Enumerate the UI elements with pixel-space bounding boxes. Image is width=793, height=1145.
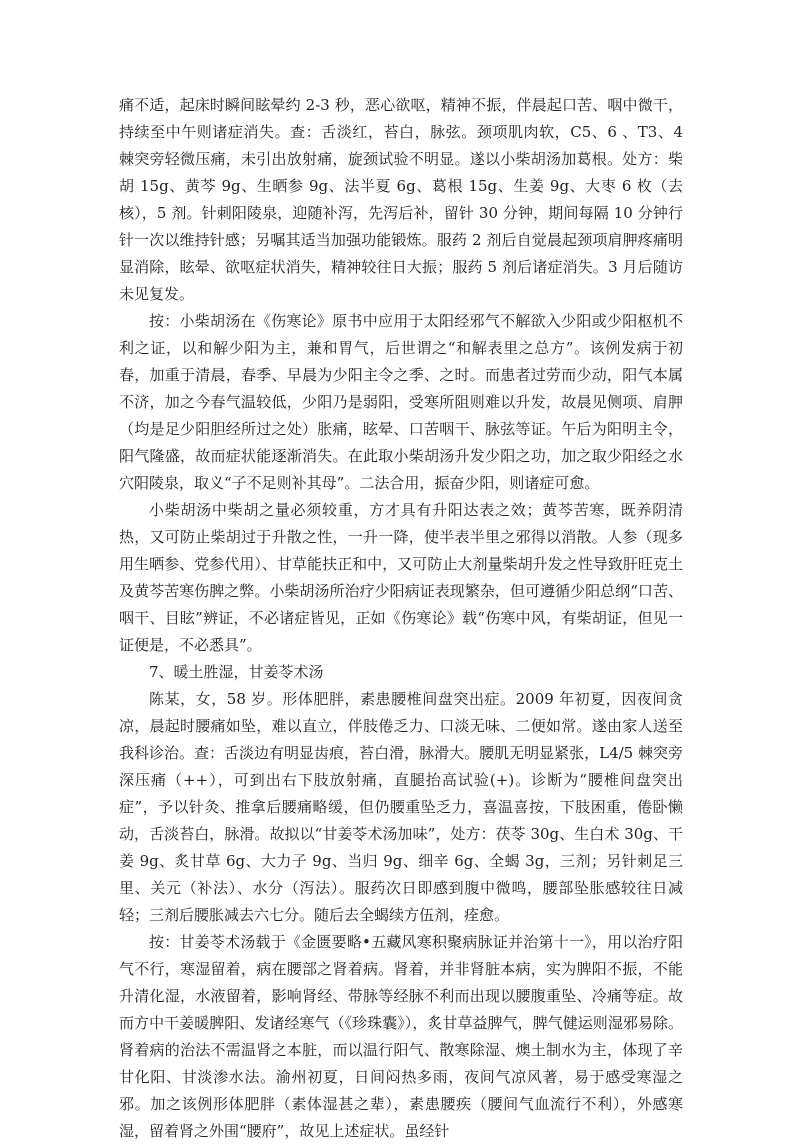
document-page bbox=[119, 92, 683, 1145]
paragraph-dosage-notes: 小柴胡汤中柴胡之量必须较重，方才具有升阳达表之效；黄芩苦寒，既养阴清热，又可防止柴胡过于升散之性，一升一降，使半表半里之邪得以消散。人参（现多用生晒参、党参代用）、甘草能扶正和中，又可防止大剂量柴胡升发之性导致肝旺克土及黄芩苦寒伤脾之弊。小柴胡汤所治疗少阳病证表现繁杂，但可遵循少阳总纲“口苦、咽干、目眩”辨证，不必诸症皆见，正如《伤寒论》载“伤寒中风，有柴胡证，但见一证便是，不必悉具”。 bbox=[119, 501, 683, 654]
paragraph-commentary-xiaochaihu: 按：小柴胡汤在《伤寒论》原书中应用于太阳经邪气不解欲入少阳或少阳枢机不利之证，以和解少阳为主，兼和胃气，后世谓之“和解表里之总方”。该例发病于初春，加重于清晨，春季、早晨为少阳主令之季、之时。而患者过劳而少动，阳气本属不济，加之今春气温较低，少阳乃是弱阳，受寒所阻则难以升发，故晨见侧项、肩胛（均是足少阳胆经所过之处）胀痛，眩晕、口苦咽干、脉弦等证。午后为阳明主令，阳气隆盛，故而症状能逐渐消失。在此取小柴胡汤升发少阳之功，加之取少阳经之水穴阳陵泉，取义“子不足则补其母”。二法合用，振奋少阳，则诸症可愈。 bbox=[119, 312, 683, 492]
paragraph-case-continuation: 痛不适，起床时瞬间眩晕约 2-3 秒，恶心欲呕，精神不振，伴晨起口苦、咽中微干，持续至中午则诸症消失。查：舌淡红，苔白，脉弦。颈项肌肉软，C5、6 、T3、4 棘突旁轻微压痛，未引出放射痛，旋颈试验不明显。遂以小柴胡汤加葛根。处方：柴胡 15g、黄芩 9g、生晒参 9g、法半夏 6g、葛根 15g、生姜 9g、大枣 6 枚（去核），5 剂。针刺阳陵泉，迎随补泻，先泻后补，留针 30 分钟，期间每隔 10 分钟行针一次以维持针感；另嘱其适当加强功能锻炼。服药 2 剂后自觉晨起颈项肩胛疼痛明显消除，眩晕、欲呕症状消失，精神较往日大振；服药 5 剂后诸症消失。3 月后随访未见复发。 bbox=[119, 96, 683, 303]
paragraph-case-chen: 陈某，女，58 岁。形体肥胖，素患腰椎间盘突出症。2009 年初夏，因夜间贪凉，晨起时腰痛如坠，难以直立，伴肢倦乏力、口淡无味、二便如常。遂由家人送至我科诊治。查：舌淡边有明显齿痕，苔白滑，脉滑大。腰肌无明显紧张，L4/5 棘突旁深压痛（++），可到出右下肢放射痛，直腿抬高试验(+)。诊断为“腰椎间盘突出症”，予以针灸、推拿后腰痛略缓，但仍腰重坠乏力，喜温喜按，下肢困重，倦卧懒动，舌淡苔白，脉滑。故拟以“甘姜苓术汤加味”，处方：茯苓 30g、生白术 30g、干姜 9g、炙甘草 6g、大力子 9g、当归 9g、细辛 6g、全蝎 3g，三剂；另针刺足三里、关元（补法）、水分（泻法）。服药次日即感到腹中微鸣，腰部坠胀感较往日减轻；三剂后腰胀减去六七分。随后去全蝎续方伍剂，痊愈。 bbox=[119, 690, 683, 924]
section-heading: 7、暖土胜湿，甘姜苓术汤 bbox=[149, 663, 324, 681]
paragraph-commentary-ganjiang: 按：甘姜苓术汤载于《金匮要略•五藏风寒积聚病脉证并治第十一》，用以治疗阳气不行，寒湿留着，病在腰部之肾着病。肾着，并非肾脏本病，实为脾阳不振，不能升清化湿，水液留着，影响肾经、带脉等经脉不利而出现以腰腹重坠、冷痛等症。故而方中干姜暖脾阳、发诸经寒气（《珍珠囊》），炙甘草益脾气，脾气健运则湿邪易除。肾着病的治法不需温肾之本脏，而以温行阳气、散寒除湿、燠土制水为主，体现了辛甘化阳、甘淡渗水法。渝州初夏，日间闷热多雨，夜间气凉风著，易于感受寒湿之邪。加之该例形体肥胖（素体湿甚之辈），素患腰疾（腰间气血流行不利），外感寒湿，留着肾之外围“腰府”，故见上述症状。虽经针 bbox=[119, 933, 683, 1140]
